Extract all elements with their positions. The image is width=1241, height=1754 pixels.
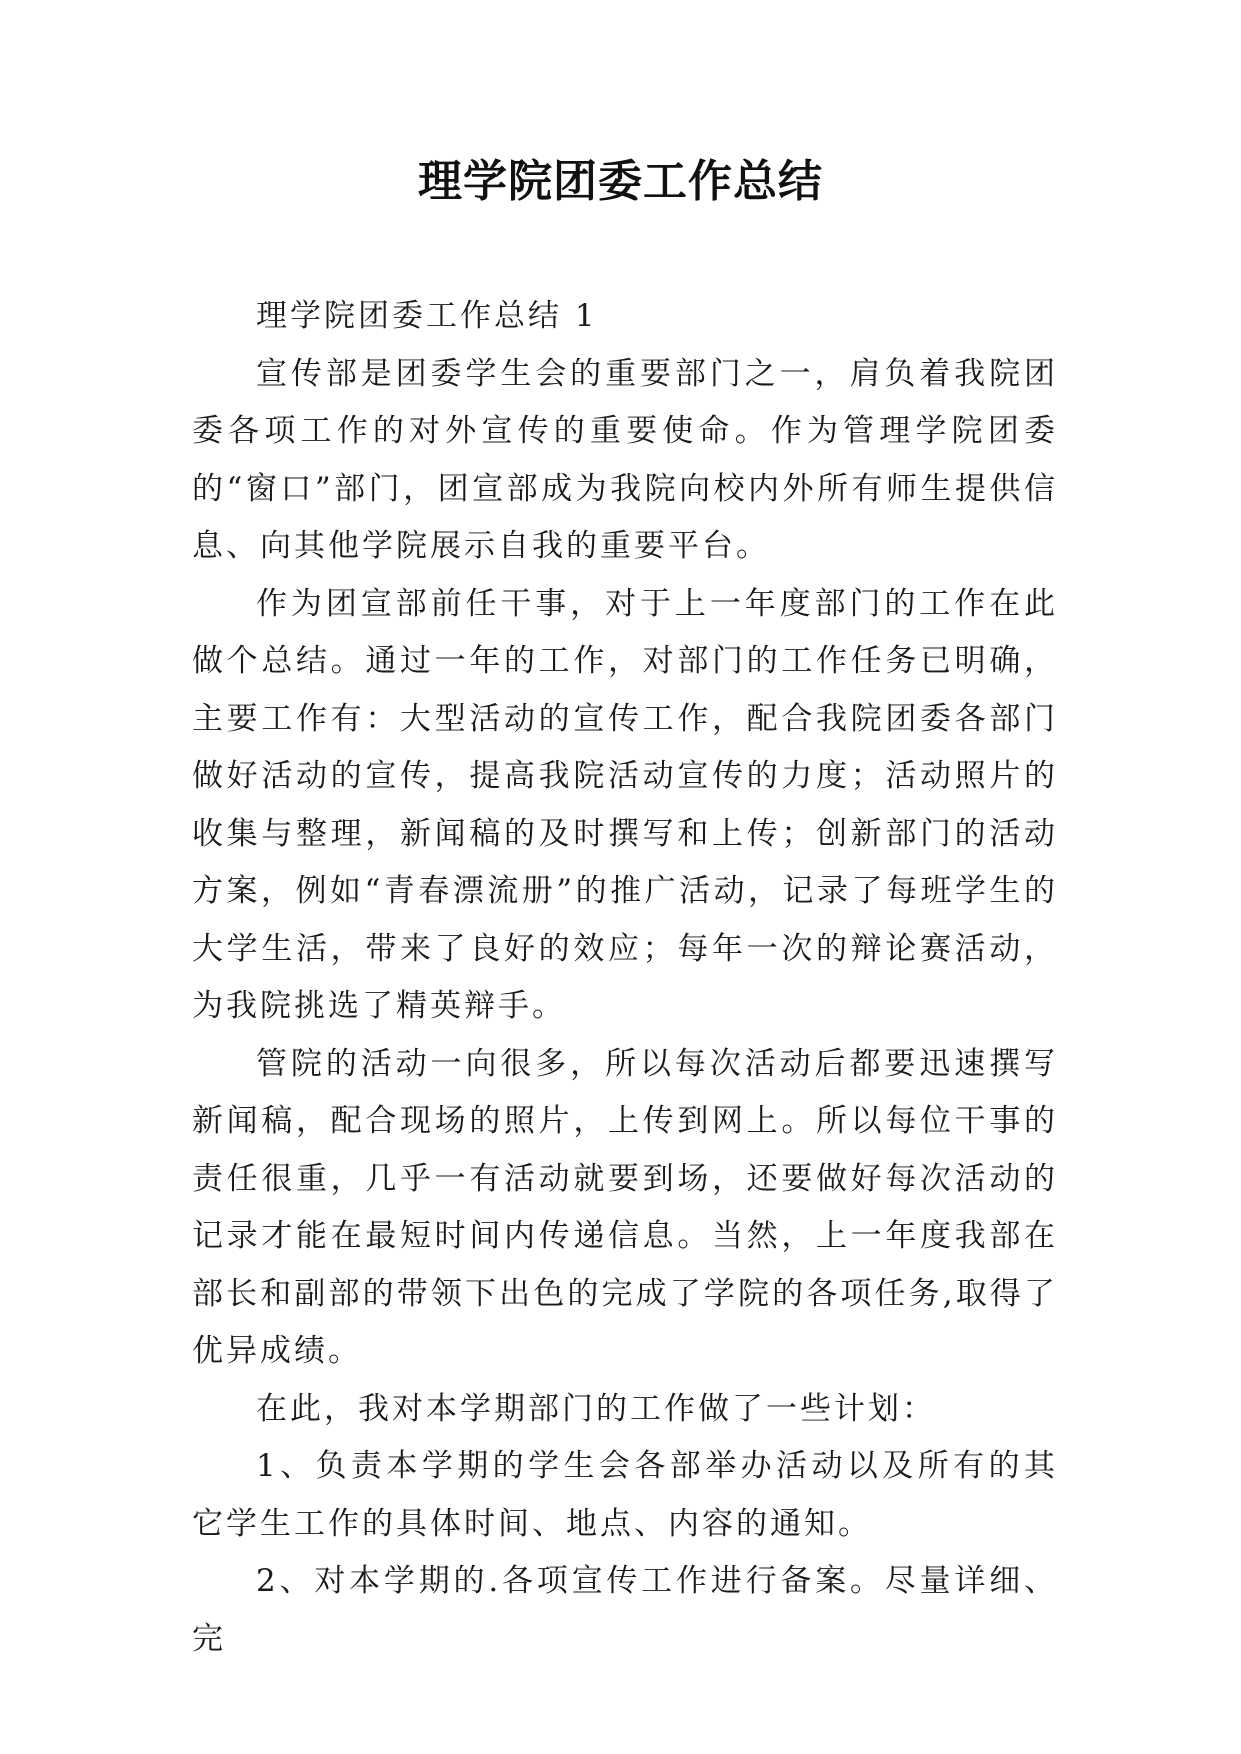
paragraph-4: 在此，我对本学期部门的工作做了一些计划：	[256, 1390, 936, 1427]
paragraph-1: 宣传部是团委学生会的重要部门之一，肩负着我院团委各项工作的对外宣传的重要使命。作为管理学院团委的“窗口”部门，团宣部成为我院向校内外所有师生提供信息、向其他学院展示自我的重要平台。	[192, 355, 1058, 564]
paragraph-3: 管院的活动一向很多，所以每次活动后都要迅速撰写新闻稿，配合现场的照片，上传到网上。所以每位干事的责任很重，几乎一有活动就要到场，还要做好每次活动的记录才能在最短时间内传递信息。当然，上一年度我部在部长和副部的带领下出色的完成了学院的各项任务,取得了优异成绩。	[192, 1045, 1058, 1369]
document-body	[192, 288, 1058, 1668]
list-item-2: 2、对本学期的.各项宣传工作进行备案。尽量详细、完	[192, 1563, 1058, 1657]
list-item-1: 1、负责本学期的学生会各部举办活动以及所有的其它学生工作的具体时间、地点、内容的通知。	[192, 1448, 1058, 1542]
section-heading: 理学院团委工作总结 1	[256, 298, 598, 334]
paragraph-2: 作为团宣部前任干事，对于上一年度部门的工作在此做个总结。通过一年的工作，对部门的工作任务已明确，主要工作有：大型活动的宣传工作，配合我院团委各部门做好活动的宣传，提高我院活动宣传的力度；活动照片的收集与整理，新闻稿的及时撰写和上传；创新部门的活动方案，例如“青春漂流册”的推广活动，记录了每班学生的大学生活，带来了良好的效应；每年一次的辩论赛活动，为我院挑选了精英辩手。	[192, 585, 1058, 1024]
document-title: 理学院团委工作总结	[418, 156, 823, 207]
